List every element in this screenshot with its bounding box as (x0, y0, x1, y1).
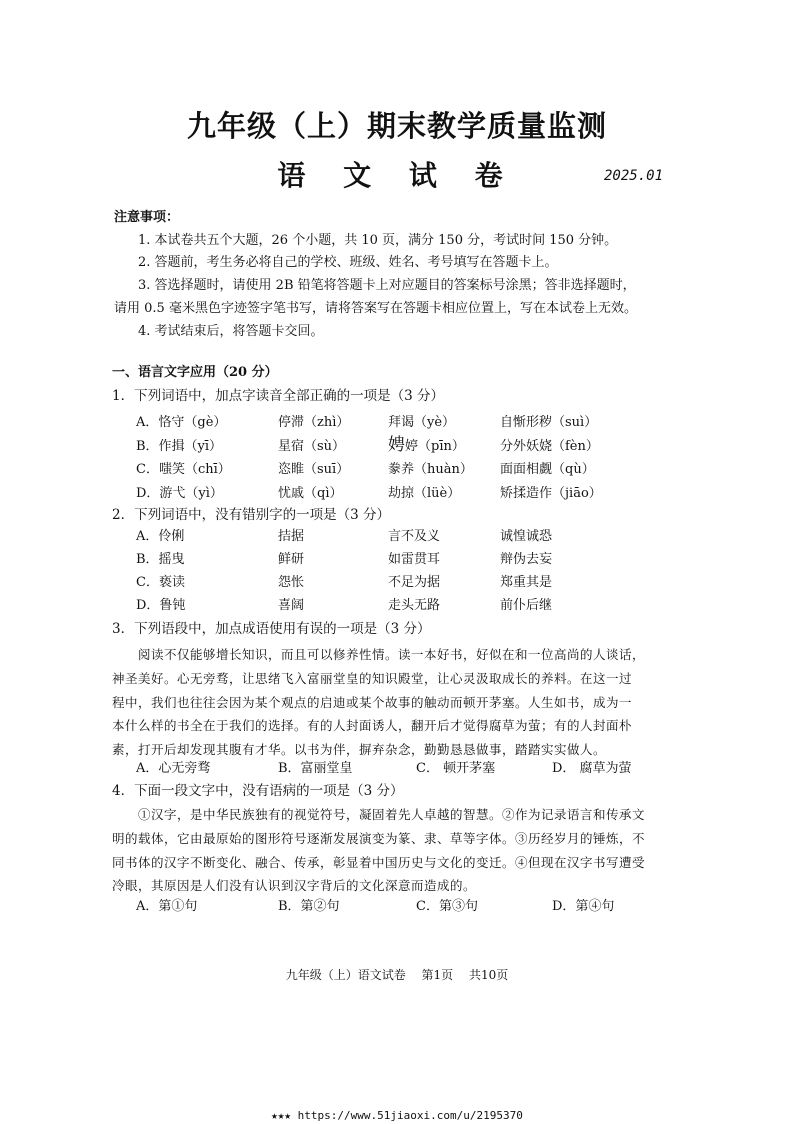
option-cell: D．鲁钝 (136, 598, 186, 613)
option-cell: D．游弋（yì） (136, 486, 223, 501)
option-cell: 劫掠（lüè） (388, 486, 461, 501)
option-cell: 言不及义 (388, 529, 441, 544)
option-text: 婷（pīn） (405, 439, 465, 454)
passage-line: 神圣美好。心无旁骛，让思绪飞入富丽堂皇的知识殿堂，让心灵汲取成长的养料。在这一过 (112, 671, 633, 686)
option-cell: 面面相觑（qù） (500, 462, 595, 477)
option-cell: C． 顿开茅塞 (416, 761, 496, 776)
notes-heading: 注意事项： (114, 210, 180, 225)
exam-date: 2025.01 (604, 168, 664, 184)
option-cell: 鲜研 (278, 552, 305, 567)
option-cell: C．第③句 (416, 899, 478, 914)
option-cell: A．伶俐 (136, 529, 185, 544)
passage-line: 本什么样的书全在于我们的选择。有的人封面诱人，翻开后才觉得腐草为萤；有的人封面朴 (112, 718, 633, 733)
section-heading: 一、语言文字应用（20 分） (112, 365, 278, 380)
option-cell: 前仆后继 (500, 598, 553, 613)
passage-line: 程中，我们也往往会因为某个观点的启迪或某个故事的触动而顿开茅塞。人生如书，成为一 (112, 695, 633, 710)
option-cell: B．第②句 (278, 899, 340, 914)
option-cell: 不足为据 (388, 575, 441, 590)
option-cell: 走头无路 (388, 598, 441, 613)
option-cell: C．嗤笑（chī） (136, 462, 231, 477)
option-cell: D． 腐草为萤 (552, 761, 632, 776)
option-cell: 如雷贯耳 (388, 552, 441, 567)
option-cell: 拜谒（yè） (388, 415, 456, 430)
passage-line: ①汉字，是中华民族独有的视觉符号，凝固着先人卓越的智慧。②作为记录语言和传承文 (138, 807, 646, 822)
option-cell: D．第④句 (552, 899, 615, 914)
option-cell (388, 436, 465, 456)
option-cell: A．第①句 (136, 899, 198, 914)
notes-item: 2. 答题前，考生务必将自己的学校、班级、姓名、考号填写在答题卡上。 (138, 255, 558, 270)
question-stem: 1．下列词语中，加点字读音全部正确的一项是（3 分） (112, 388, 444, 404)
passage-line: 素，打开后却发现其腹有才华。以书为伴，摒弃杂念，勤勤恳恳做事，踏踏实实做人。 (112, 742, 607, 757)
option-cell: C．亵读 (136, 575, 185, 590)
option-cell: 忧戚（qì） (278, 486, 343, 501)
large-char: 娉 (388, 435, 405, 455)
notes-item: 3. 答选择题时，请使用 2B 铅笔将答题卡上对应题目的答案标号涂黑；答非选择题时， (138, 278, 636, 293)
notes-item: 4. 考试结束后，将答题卡交回。 (138, 324, 324, 339)
option-cell: 矫揉造作（jiāo） (500, 486, 602, 501)
passage-line: 阅读不仅能够增长知识，而且可以修养性情。读一本好书，好似在和一位高尚的人谈话， (138, 647, 646, 662)
option-cell: 恣睢（suī） (278, 462, 350, 477)
page-footer: 九年级（上）语文试卷 第1页 共10页 (285, 968, 509, 982)
passage-line: 冷眼，其原因是人们没有认识到汉字背后的文化深意而造成的。 (112, 878, 477, 893)
exam-subtitle: 语 文 试 卷 (277, 159, 517, 192)
watermark-url[interactable]: ★★★ https://www.51jiaoxi.com/u/2195370 (271, 1109, 523, 1122)
question-stem: 2．下列词语中，没有错别字的一项是（3 分） (112, 507, 390, 523)
option-cell: 喜阔 (278, 598, 305, 613)
question-stem: 3．下列语段中，加点成语使用有误的一项是（3 分） (112, 621, 431, 637)
option-cell: A．恪守（gè） (136, 415, 227, 430)
option-cell: 停滞（zhì） (278, 415, 350, 430)
notes-item: 请用 0.5 毫米黑色字迹签字笔书写，请将答案写在答题卡相应位置上，写在本试卷上无效。 (114, 301, 637, 316)
notes-item: 1. 本试卷共五个大题，26 个小题，共 10 页，满分 150 分，考试时间 150 分钟。 (138, 233, 618, 248)
question-stem: 4．下面一段文字中，没有语病的一项是（3 分） (112, 783, 404, 799)
option-cell: B．作揖（yī） (136, 439, 223, 454)
option-cell: B．富丽堂皇 (278, 761, 353, 776)
option-cell: A．心无旁骛 (136, 761, 211, 776)
option-cell: 怨怅 (278, 575, 305, 590)
option-cell: 分外妖娆（fèn） (500, 439, 599, 454)
option-cell: 自惭形秽（suì） (500, 415, 598, 430)
option-cell: 郑重其是 (500, 575, 553, 590)
option-cell: 拮据 (278, 529, 305, 544)
option-cell: 辩伪去妄 (500, 552, 553, 567)
passage-line: 明的载体，它由最原始的图形符号逐渐发展演变为篆、隶、草等字体。③历经岁月的锤炼，不 (112, 831, 646, 846)
option-cell: B．摇曳 (136, 552, 185, 567)
option-cell: 豢养（huàn） (388, 462, 473, 477)
option-cell: 诚惶诚恐 (500, 529, 553, 544)
exam-title: 九年级（上）期末教学质量监测 (186, 109, 607, 143)
passage-line: 同书体的汉字不断变化、融合、传承，彰显着中国历史与文化的变迁。④但现在汉字书写遭受 (112, 855, 646, 870)
option-cell: 星宿（sù） (278, 439, 346, 454)
